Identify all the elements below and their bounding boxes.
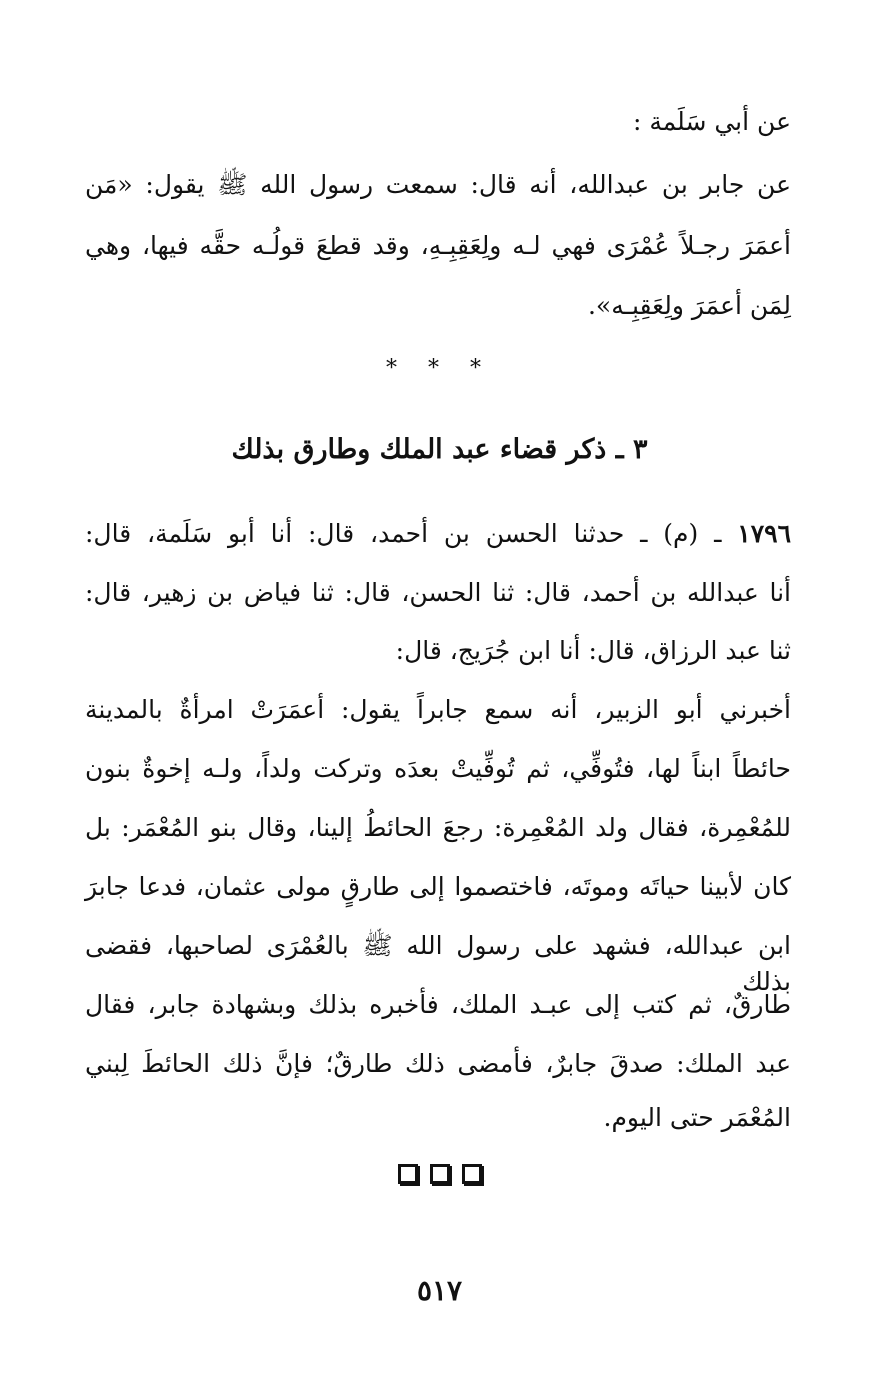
- end-marker: [0, 1164, 879, 1184]
- matn-line: المُعْمَر حتى اليوم.: [603, 1103, 791, 1132]
- matn-line: عبد الملك: صدقَ جابرٌ، فأمضى ذلك طارقٌ؛ فإنَّ ذلك الحائطَ لِبني: [85, 1049, 791, 1078]
- section-heading: ٣ ـ ذكر قضاء عبد الملك وطارق بذلك: [231, 434, 648, 465]
- hadith-line: أعمَرَ رجـلاً عُمْرَى فهي لـه ولِعَقِبِـهِ، وقد قطعَ قولُـه حقَّه فيها، وهي: [85, 231, 791, 260]
- square-ornament-icon: [430, 1164, 450, 1184]
- matn-line: ابن عبدالله، فشهد على رسول الله ﷺ بالعُمْرَى لصاحبها، فقضى بذلك: [85, 931, 791, 996]
- page-number: ٥١٧: [416, 1274, 463, 1307]
- matn-line: أخبرني أبو الزبير، أنه سمع جابراً يقول: أعمَرَتْ امرأةٌ بالمدينة: [85, 695, 791, 724]
- matn-line: للمُعْمِرة، فقال ولد المُعْمِرة: رجعَ الحائطُ إلينا، وقال بنو المُعْمَر: بل: [85, 813, 791, 842]
- matn-line: كان لأبينا حياتَه وموتَه، فاختصموا إلى طارقٍ مولى عثمان، فدعا جابرَ: [85, 872, 791, 901]
- isnad-line: أنا عبدالله بن أحمد، قال: ثنا الحسن، قال: ثنا فياض بن زهير، قال:: [85, 578, 791, 607]
- isnad-line: ثنا عبد الرزاق، قال: أنا ابن جُرَيج، قال:: [395, 636, 791, 665]
- intro-heading: عن أبي سَلَمة :: [632, 107, 791, 136]
- matn-line: طارقٌ، ثم كتب إلى عبـد الملك، فأخبره بذلك وبشهادة جابر، فقال: [85, 990, 791, 1019]
- square-ornament-icon: [398, 1164, 418, 1184]
- square-ornament-icon: [462, 1164, 482, 1184]
- isnad-line-text: ـ (م) ـ حدثنا الحسن بن أحمد، قال: أنا أبو سَلَمة، قال:: [85, 519, 722, 548]
- isnad-line: [85, 516, 791, 552]
- hadith-line: عن جابر بن عبدالله، أنه قال: سمعت رسول الله ﷺ يقول: «مَن: [85, 170, 791, 199]
- section-separator: * * *: [386, 356, 493, 381]
- hadith-number: ١٧٩٦: [737, 519, 791, 548]
- hadith-line: لِمَن أعمَرَ ولِعَقِبِـه».: [587, 291, 791, 320]
- matn-line: حائطاً ابناً لها، فتُوفِّي، ثم تُوفِّيتْ بعدَه وتركت ولداً، ولـه إخوةٌ بنون: [85, 754, 791, 783]
